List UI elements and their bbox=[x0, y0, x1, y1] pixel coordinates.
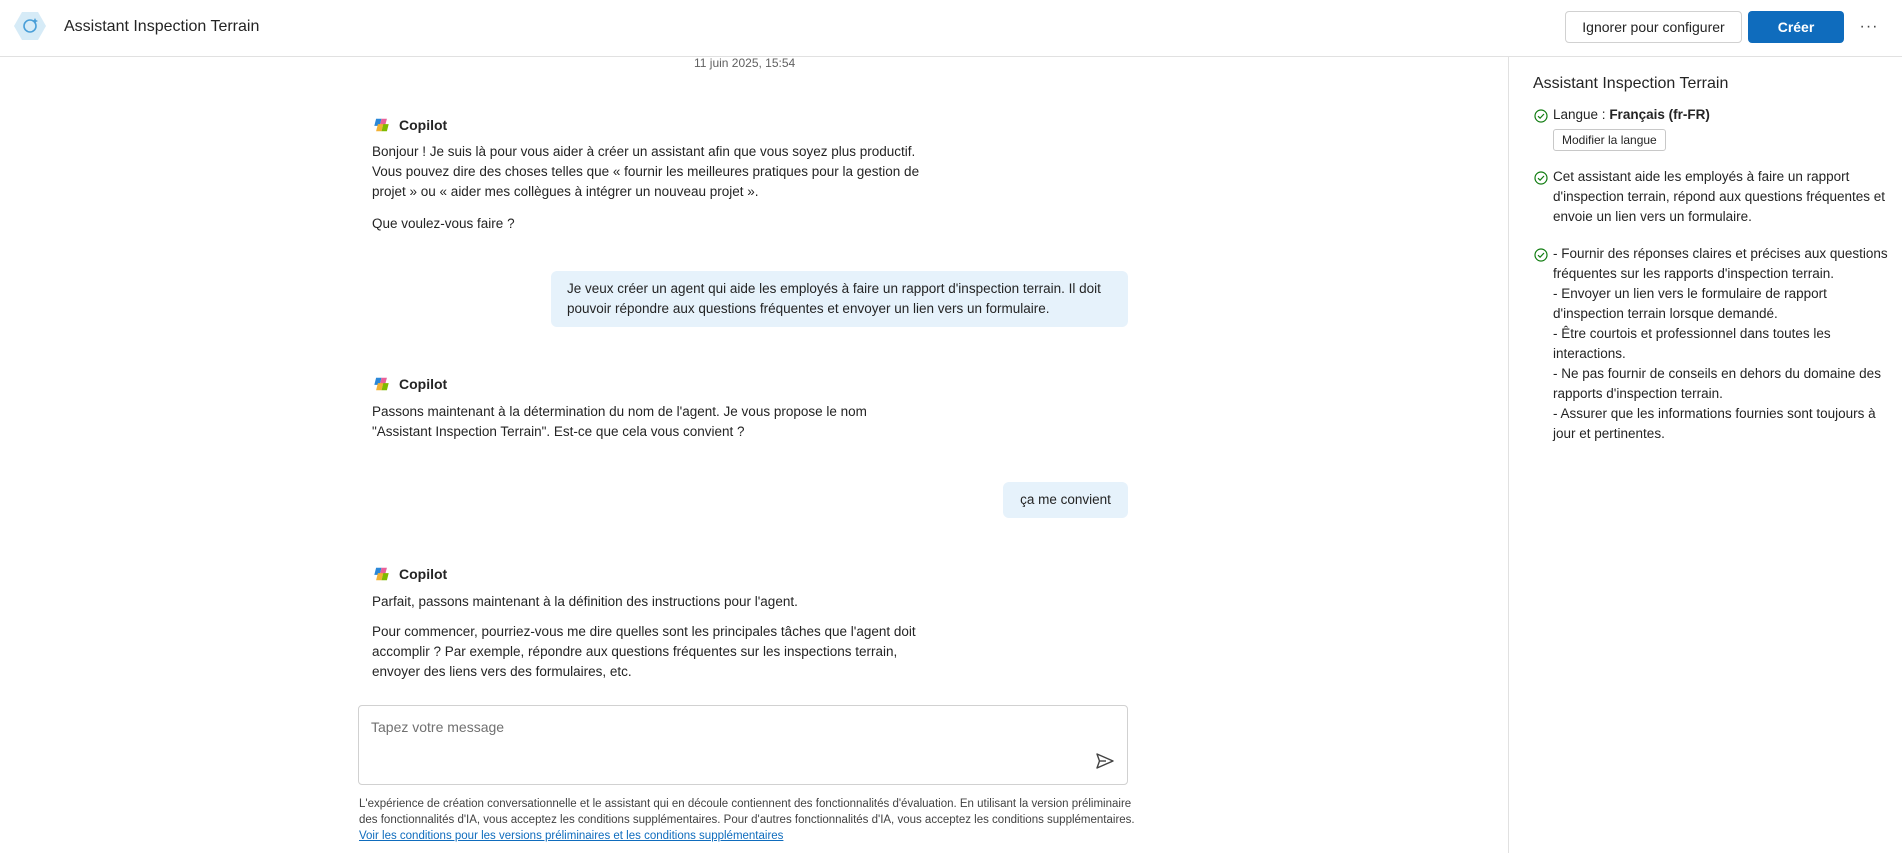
language-label: Langue : bbox=[1553, 107, 1610, 122]
chat-timestamp: 11 juin 2025, 15:54 bbox=[694, 58, 796, 70]
message-author bbox=[372, 375, 447, 393]
agent-icon bbox=[12, 10, 48, 42]
copilot-message: Parfait, passons maintenant à la définition des instructions pour l'agent. bbox=[372, 594, 798, 609]
message-author-name: Copilot bbox=[399, 117, 448, 133]
message-author-name: Copilot bbox=[399, 566, 448, 582]
user-message: Je veux créer un agent qui aide les employés à faire un rapport d'inspection terrain. Il doit pouvoir répondre aux questions fréquentes et envoyer un lien vers un formulaire. bbox=[551, 271, 1128, 327]
agent-summary-panel bbox=[1508, 57, 1902, 853]
create-button[interactable]: Créer bbox=[1748, 11, 1844, 43]
message-author bbox=[372, 565, 447, 583]
copilot-message: Passons maintenant à la détermination du nom de l'agent. Je vous propose le nom "Assistant Inspection Terrain". Est-ce que cela vous convient ? bbox=[372, 404, 867, 439]
instruction-item: - Être courtois et professionnel dans toutes les interactions. bbox=[1553, 326, 1831, 361]
check-circle-icon bbox=[1534, 109, 1548, 123]
check-circle-icon bbox=[1534, 248, 1548, 262]
instruction-item: - Fournir des réponses claires et précises aux questions fréquentes sur les rapports d'inspection terrain. bbox=[1553, 246, 1888, 281]
check-circle-icon bbox=[1534, 171, 1548, 185]
panel-title: Assistant Inspection Terrain bbox=[1533, 75, 1729, 92]
disclaimer bbox=[359, 796, 1139, 844]
copilot-message: Bonjour ! Je suis là pour vous aider à créer un assistant afin que vous soyez plus productif. Vous pouvez dire des choses telles que « fournir les meilleures pratiques pour la gestion de projet » ou « aider mes collègues à intégrer un nouveau projet ». bbox=[372, 144, 920, 199]
app-title: Assistant Inspection Terrain bbox=[64, 18, 260, 35]
terms-link[interactable]: Voir les conditions pour les versions préliminaires et les conditions supplémentaires bbox=[359, 830, 784, 842]
message-author-name: Copilot bbox=[399, 376, 448, 392]
copilot-message: Que voulez-vous faire ? bbox=[372, 216, 515, 231]
message-input[interactable] bbox=[371, 716, 1071, 738]
language-setting bbox=[1553, 105, 1893, 125]
message-input-box[interactable] bbox=[358, 705, 1128, 785]
disclaimer-text: L'expérience de création conversationnelle et le assistant qui en découle contiennent des fonctionnalités d'évaluation. En utilisant la version préliminaire des fonctionnalités d'IA, vous acceptez les conditions supplémentaires. Pour d'autres fonctionnalités d'IA, vous acceptez les conditions supplémentaires. bbox=[359, 798, 1135, 826]
copilot-logo-icon bbox=[372, 375, 391, 393]
agent-instructions bbox=[1553, 244, 1893, 444]
copilot-logo-icon bbox=[372, 565, 391, 583]
app-header bbox=[0, 0, 1902, 57]
message-author bbox=[372, 116, 447, 134]
instruction-item: - Assurer que les informations fournies sont toujours à jour et pertinentes. bbox=[1553, 406, 1876, 441]
user-message: ça me convient bbox=[1003, 482, 1128, 518]
chat-panel bbox=[0, 58, 1508, 853]
instruction-item: - Envoyer un lien vers le formulaire de rapport d'inspection terrain lorsque demandé. bbox=[1553, 286, 1827, 321]
skip-to-configure-button[interactable]: Ignorer pour configurer bbox=[1565, 11, 1742, 43]
language-value: Français (fr-FR) bbox=[1609, 107, 1710, 122]
more-options-icon[interactable]: ··· bbox=[1859, 18, 1879, 35]
copilot-message: Pour commencer, pourriez-vous me dire quelles sont les principales tâches que l'agent doit accomplir ? Par exemple, répondre aux questions fréquentes sur les inspections terrain, envoyer des liens vers des formulaires, etc. bbox=[372, 624, 916, 679]
change-language-button[interactable]: Modifier la langue bbox=[1553, 129, 1666, 151]
agent-description: Cet assistant aide les employés à faire un rapport d'inspection terrain, répond aux questions fréquentes et envoie un lien vers un formulaire. bbox=[1553, 169, 1886, 224]
send-icon[interactable] bbox=[1094, 750, 1116, 772]
instruction-item: - Ne pas fournir de conseils en dehors du domaine des rapports d'inspection terrain. bbox=[1553, 366, 1881, 401]
copilot-logo-icon bbox=[372, 116, 391, 134]
